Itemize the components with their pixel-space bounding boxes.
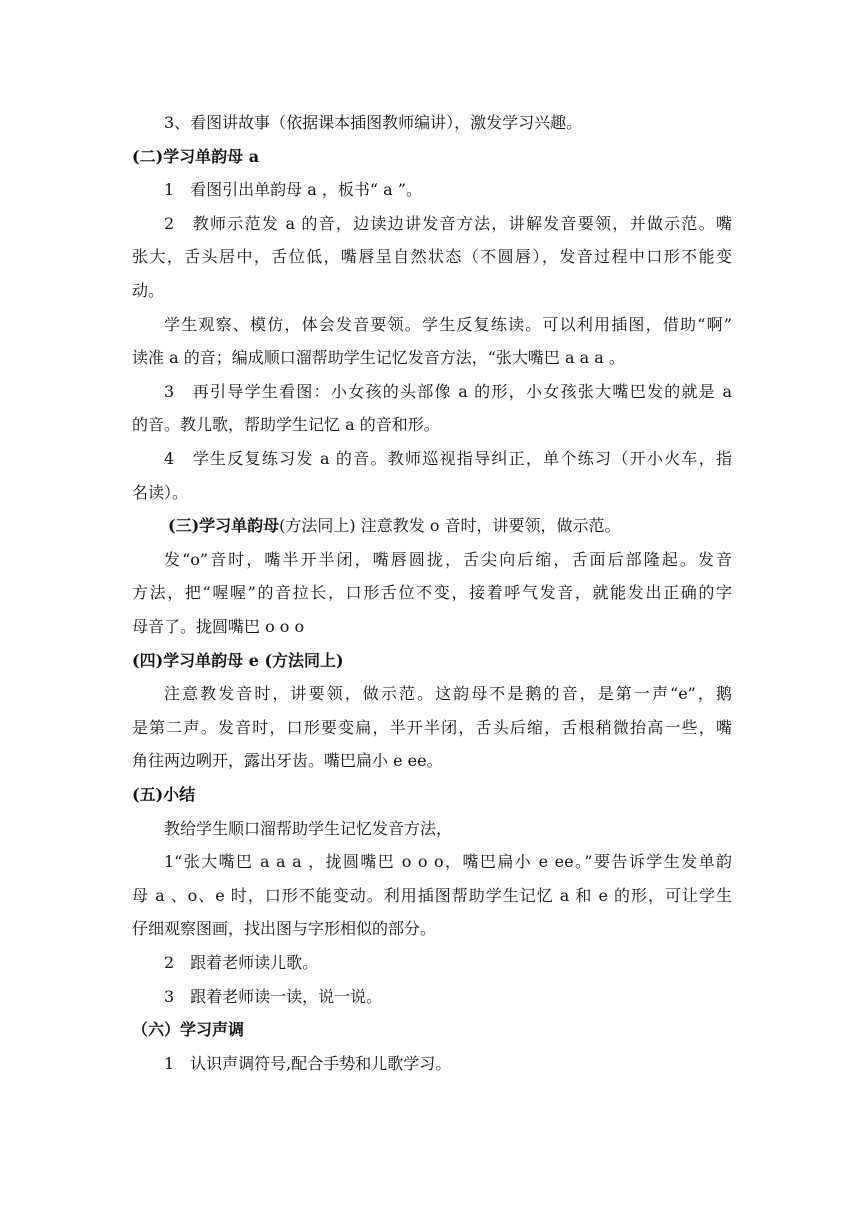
paragraph-step-1: 1 看图引出单韵母 a ，板书“ a ”。 bbox=[164, 180, 422, 199]
paragraph-step-3-line-1: 3 再引导学生看图：小女孩的头部像 a 的形，小女孩张大嘴巴发的就是 a bbox=[164, 382, 732, 401]
paragraph-summary-1-line-1: 1“张大嘴巴 a a a ，拢圆嘴巴 o o o，嘴巴扁小 e ee。”要告诉学生发单韵 bbox=[164, 852, 732, 871]
section-heading-6: （六）学习声调 bbox=[132, 1020, 245, 1039]
paragraph-e-line-1: 注意教发音时，讲要领，做示范。这韵母不是鹅的音，是第一声“e”，鹅 bbox=[164, 684, 732, 703]
paragraph-summary-1-line-3: 仔细观察图画，找出图与字形相似的部分。 bbox=[132, 919, 437, 938]
paragraph-step-2-line-2: 张大，舌头居中，舌位低，嘴唇呈自然状态（不圆唇），发音过程中口形不能变 bbox=[132, 247, 732, 266]
section-heading-3-row bbox=[168, 515, 732, 537]
paragraph-observe-line-2: 读准 a 的音；编成顺口溜帮助学生记忆发音方法，“张大嘴巴 a a a 。 bbox=[132, 348, 625, 367]
section-heading-4: (四)学习单韵母 e (方法同上) bbox=[132, 651, 344, 670]
paragraph-e-line-3: 角往两边咧开，露出牙齿。嘴巴扁小 e ee。 bbox=[132, 751, 443, 770]
paragraph-story: 3、看图讲故事（依据课本插图教师编讲），激发学习兴趣。 bbox=[164, 113, 583, 132]
paragraph-step-4-line-1: 4 学生反复练习发 a 的音。教师巡视指导纠正，单个练习（开小火车，指 bbox=[164, 449, 732, 468]
section-heading-2: (二)学习单韵母 a bbox=[132, 147, 260, 166]
paragraph-step-2-line-3: 动。 bbox=[132, 281, 165, 300]
paragraph-step-3-line-2: 的音。教儿歌，帮助学生记忆 a 的音和形。 bbox=[132, 415, 440, 434]
paragraph-o-line-1: 发“o”音时，嘴半开半闭，嘴唇圆拢，舌尖向后缩，舌面后部隆起。发音 bbox=[164, 550, 732, 569]
paragraph-e-line-2: 是第二声。发音时，口形要变扁，半开半闭，舌头后缩，舌根稍微抬高一些，嘴 bbox=[132, 718, 732, 737]
paragraph-summary-1-line-2: 母 a 、o、e 时，口形不能变动。利用插图帮助学生记忆 a 和 e 的形，可让学生 bbox=[132, 886, 732, 905]
section-heading-3-note: (方法同上) 注意教发 o 音时，讲要领，做示范。 bbox=[279, 516, 621, 535]
paragraph-summary-2: 2 跟着老师读儿歌。 bbox=[164, 953, 319, 972]
paragraph-summary-3: 3 跟着老师读一读，说一说。 bbox=[164, 987, 383, 1006]
section-heading-5: (五)小结 bbox=[132, 785, 196, 804]
paragraph-observe-line-1: 学生观察、模仿，体会发音要领。学生反复练读。可以利用插图，借助“啊” bbox=[164, 315, 732, 334]
paragraph-tone-1: 1 认识声调符号,配合手势和儿歌学习。 bbox=[164, 1054, 452, 1073]
paragraph-o-line-3: 母音了。拢圆嘴巴 o o o bbox=[132, 617, 305, 636]
paragraph-step-4-line-2: 名读）。 bbox=[132, 483, 189, 502]
section-heading-3: (三)学习单韵母 bbox=[168, 516, 280, 535]
paragraph-o-line-2: 方法，把“喔喔”的音拉长，口形舌位不变，接着呼气发音，就能发出正确的字 bbox=[132, 583, 732, 602]
paragraph-summary-intro: 教给学生顺口溜帮助学生记忆发音方法， bbox=[164, 819, 453, 838]
paragraph-step-2-line-1: 2 教师示范发 a 的音，边读边讲发音方法，讲解发音要领，并做示范。嘴 bbox=[164, 214, 732, 233]
